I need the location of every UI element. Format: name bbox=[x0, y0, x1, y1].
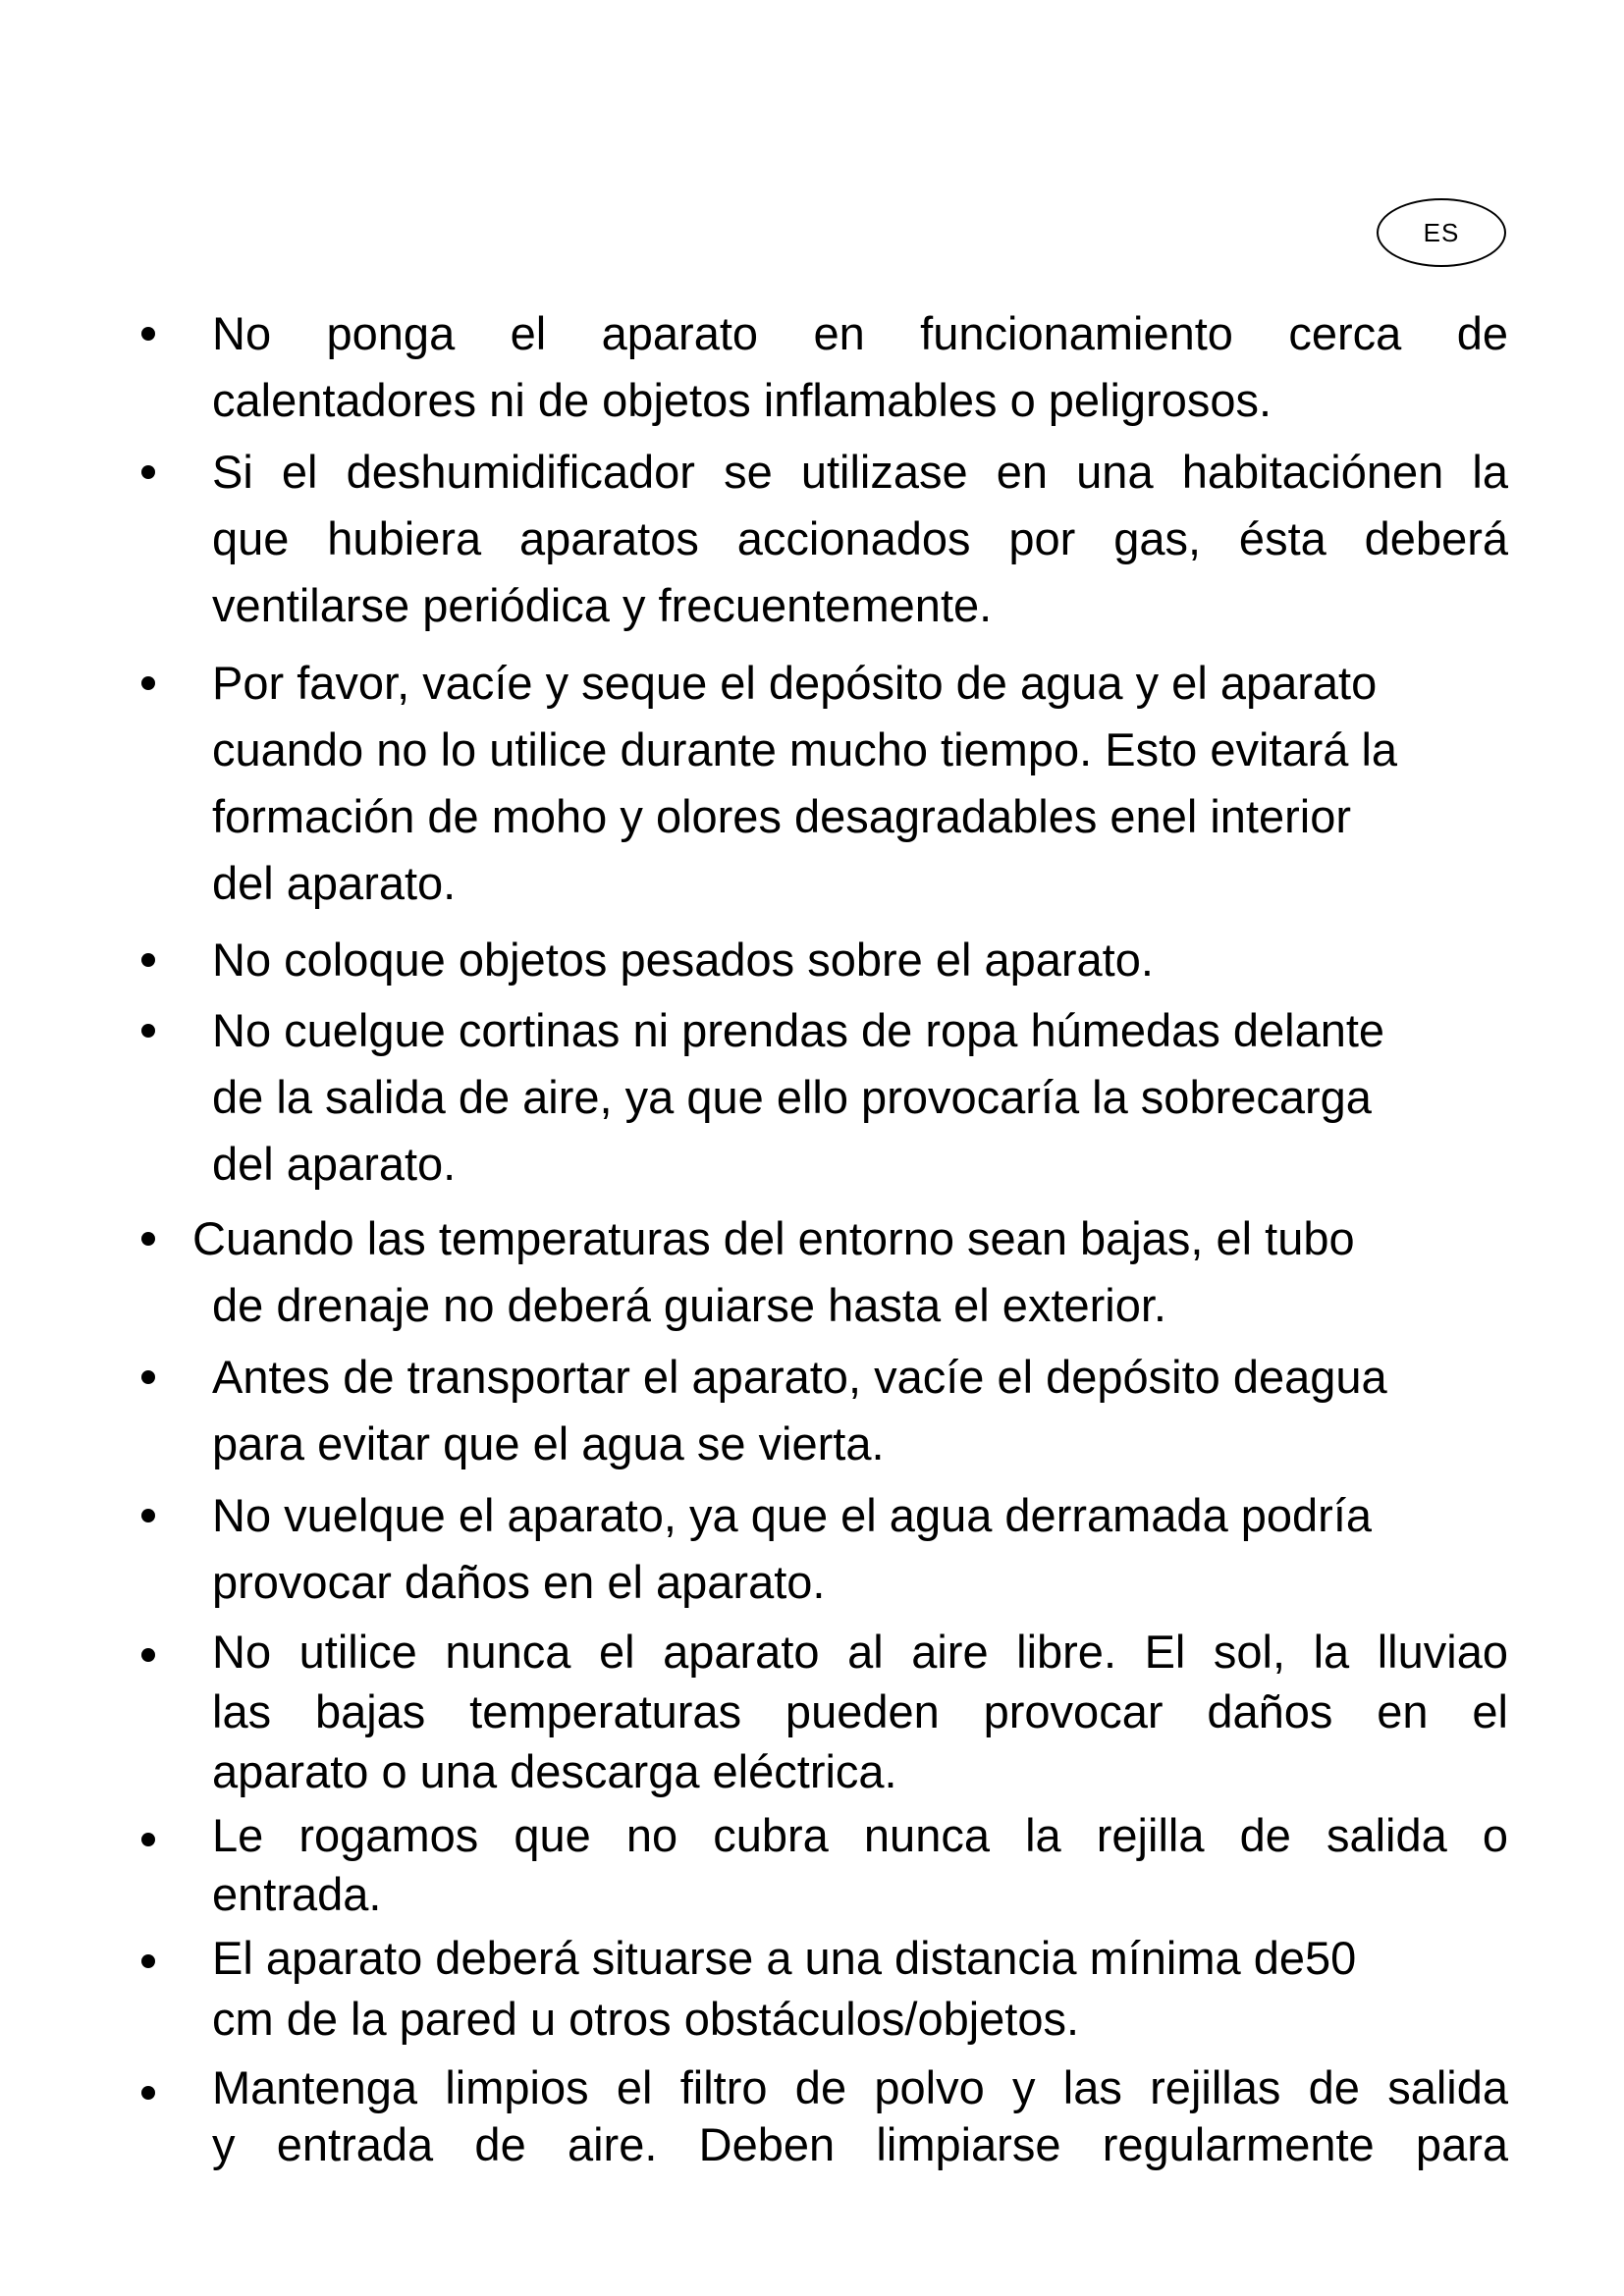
text-line: Le rogamos que no cubra nunca la rejilla de salida o bbox=[212, 1809, 1508, 1861]
text-line: No cuelgue cortinas ni prendas de ropa húmedas delante bbox=[212, 1004, 1385, 1056]
text-line: Si el deshumidificador se utilizase en una habitaciónen la bbox=[212, 446, 1508, 498]
text-line: No utilice nunca el aparato al aire libre. El sol, la lluviao bbox=[212, 1626, 1508, 1678]
bullet-icon bbox=[141, 1232, 155, 1246]
text-line: calentadores ni de objetos inflamables o peligrosos. bbox=[212, 374, 1272, 426]
text-line: del aparato. bbox=[212, 857, 457, 909]
text-line: y entrada de aire. Deben limpiarse regularmente para bbox=[212, 2118, 1508, 2170]
text-line: No coloque objetos pesados sobre el aparato. bbox=[212, 934, 1154, 986]
list-item-text bbox=[212, 1806, 1508, 1924]
list-item-text bbox=[212, 1344, 1508, 1477]
list-item-text bbox=[212, 1482, 1508, 1616]
text-line: aparato o una descarga eléctrica. bbox=[212, 1745, 897, 1797]
bullet-icon bbox=[141, 1648, 155, 1662]
bullet-icon bbox=[141, 1954, 155, 1968]
list-item-text bbox=[212, 927, 1508, 993]
bullet-icon bbox=[141, 2086, 155, 2100]
text-line: provocar daños en el aparato. bbox=[212, 1556, 826, 1608]
bullet-icon bbox=[141, 1370, 155, 1384]
text-line: entrada. bbox=[212, 1868, 382, 1920]
text-line: cm de la pared u otros obstáculos/objetos. bbox=[212, 1993, 1080, 2045]
bullet-icon bbox=[141, 465, 155, 479]
list-item-text bbox=[212, 300, 1508, 434]
text-line: del aparato. bbox=[212, 1138, 457, 1190]
text-line: las bajas temperaturas pueden provocar daños en el bbox=[212, 1685, 1508, 1737]
language-badge: ES bbox=[1377, 198, 1506, 267]
text-line: de drenaje no deberá guiarse hasta el exterior. bbox=[212, 1279, 1166, 1331]
bullet-icon bbox=[141, 1509, 155, 1522]
list-item-text bbox=[212, 650, 1508, 917]
text-line: Mantenga limpios el filtro de polvo y las rejillas de salida bbox=[212, 2061, 1508, 2113]
text-line: de la salida de aire, ya que ello provocaría la sobrecarga bbox=[212, 1071, 1372, 1123]
bullet-icon bbox=[141, 953, 155, 967]
list-item-text bbox=[212, 1622, 1508, 1802]
bullet-icon bbox=[141, 1833, 155, 1846]
list-item-text bbox=[212, 439, 1508, 639]
list-item-text bbox=[212, 2059, 1508, 2173]
list-item-text bbox=[212, 997, 1508, 1198]
bullet-icon bbox=[141, 1024, 155, 1038]
bullet-icon bbox=[141, 327, 155, 341]
text-line: que hubiera aparatos accionados por gas, ésta deberá bbox=[212, 512, 1508, 564]
text-line: No vuelque el aparato, ya que el agua derramada podría bbox=[212, 1489, 1373, 1541]
text-line: cuando no lo utilice durante mucho tiempo. Esto evitará la bbox=[212, 723, 1398, 775]
text-line: Por favor, vacíe y seque el depósito de agua y el aparato bbox=[212, 657, 1378, 709]
list-item-text bbox=[192, 1205, 1489, 1339]
text-line: para evitar que el agua se vierta. bbox=[212, 1417, 885, 1469]
text-line: No ponga el aparato en funcionamiento cerca de bbox=[212, 307, 1508, 359]
text-line: El aparato deberá situarse a una distancia mínima de50 bbox=[212, 1932, 1357, 1984]
text-line: ventilarse periódica y frecuentemente. bbox=[212, 579, 993, 631]
bullet-icon bbox=[141, 676, 155, 690]
text-line: Cuando las temperaturas del entorno sean bajas, el tubo bbox=[192, 1212, 1355, 1264]
text-line: Antes de transportar el aparato, vacíe el depósito deagua bbox=[212, 1351, 1387, 1403]
text-line: formación de moho y olores desagradables enel interior bbox=[212, 790, 1351, 842]
list-item-text bbox=[212, 1928, 1508, 2050]
